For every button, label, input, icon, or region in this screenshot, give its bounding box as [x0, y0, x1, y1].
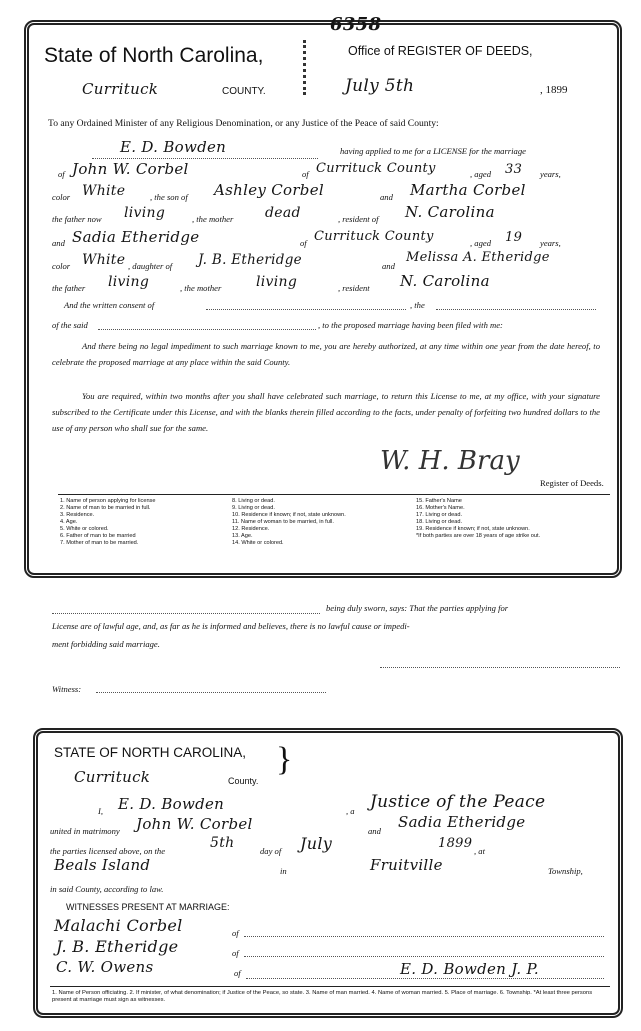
groom-residence: Currituck County [316, 161, 436, 176]
bride-and2-label: and [382, 261, 395, 271]
legend-item: 2. Name of man to be married in full. [60, 505, 151, 511]
groom-name: John W. Corbel [72, 160, 189, 178]
legend-item: 10. Residence if known; if not, state unknown. [232, 512, 346, 518]
color-label: color [52, 192, 71, 202]
cert-day: 5th [210, 835, 235, 851]
groom-father-status: living [124, 205, 166, 221]
officiant-title: Justice of the Peace [370, 792, 546, 812]
state-title: State of North Carolina, [44, 44, 264, 67]
legend-item: 9. Living or dead. [232, 505, 275, 511]
cert-month: July [300, 834, 333, 853]
return-paragraph: You are required, within two months after you shall have celebrated such marriage, to return this License to me, at my office, with your signature subscribed to the Certificate under this License, and with the blanks therein filled according to the facts, under penalty of forfeiting two hundred dollars to the use of any person who shall sue for the same. [52, 391, 600, 433]
cert-county-name: Currituck [74, 768, 151, 786]
of-the-said: of the said [52, 320, 88, 330]
groom-color: White [82, 183, 126, 199]
bride-father: J. B. Etheridge [198, 252, 302, 268]
years-label: years, [540, 169, 561, 179]
county-name: Currituck [82, 80, 159, 98]
bride-color-label: color [52, 261, 71, 271]
blank-line [436, 309, 596, 310]
legend-col-1 [60, 498, 155, 547]
aged-label: , aged [470, 169, 492, 179]
resident-of-label: , resident of [338, 214, 379, 224]
cert-and-label: and [368, 826, 381, 836]
witness-3: C. W. Owens [56, 958, 154, 976]
groom-age: 33 [505, 162, 523, 177]
of-label-2: of [302, 169, 309, 179]
legend-item: 11. Name of woman to be married, in full. [232, 519, 334, 525]
legend-item: 7. Mother of man to be married. [60, 540, 139, 546]
bride-resident-label: , resident [338, 283, 370, 293]
cert-township-label: Township, [548, 866, 583, 876]
blank-line [98, 329, 316, 330]
cert-state-title: STATE OF NORTH CAROLINA, [54, 745, 247, 760]
bride-age: 19 [505, 230, 523, 245]
legend-item: 6. Father of man to be married [60, 533, 136, 539]
legend-item: 16. Mother's Name. [416, 505, 465, 511]
cert-brace-icon: } [276, 741, 293, 778]
register-label: Register of Deeds. [540, 478, 604, 488]
united-text: united in matrimony [50, 826, 120, 836]
applied-text: having applied to me for a LICENSE for the marriage [340, 146, 526, 156]
groom-parents-residence: N. Carolina [405, 203, 495, 221]
bride-father-status: living [108, 274, 150, 290]
legend-col-3 [416, 498, 540, 540]
blank-line [52, 613, 320, 614]
the-label: , the [410, 300, 425, 310]
legend-item: 18. Living or dead. [416, 519, 463, 525]
cert-legend-divider [50, 986, 610, 987]
consent-text: And the written consent of [64, 300, 155, 310]
cert-legend: 1. Name of Person officiating. 2. If minister, of what denomination; if Justice of the Peace, so state. 3. Name of man married. 4. Name of woman married. 5. Place of marriage. 6. Township. *At least three persons present at marriage must sign as witnesses. [52, 990, 593, 1004]
legend-item: 12. Residence. [232, 526, 270, 532]
register-signature: W. H. Bray [380, 446, 520, 476]
legend-col-2 [232, 498, 346, 547]
officiant-signature: E. D. Bowden J. P. [400, 960, 539, 978]
bride-mother: Melissa A. Etheridge [406, 250, 550, 265]
legend-item: 4. Age. [60, 519, 78, 525]
legend-item: 8. Living or dead. [232, 498, 275, 504]
chain-divider-icon [303, 40, 312, 95]
legend-divider [58, 494, 610, 495]
groom-father: Ashley Corbel [214, 181, 324, 199]
county-label: COUNTY. [222, 86, 266, 97]
legend-item: 5. White or colored. [60, 526, 109, 532]
witness-of-label: of [232, 928, 239, 938]
cert-i-label: I, [98, 806, 104, 816]
cert-county-label: County. [228, 776, 259, 786]
bride-of-label: of [300, 238, 307, 248]
the-mother-label: , the mother [192, 214, 234, 224]
cert-in-label: in [280, 866, 287, 876]
witness-2: J. B. Etheridge [56, 937, 179, 956]
bride-color: White [82, 252, 126, 268]
parties-text: the parties licensed above, on the [50, 846, 166, 856]
form-number: 6358 [330, 14, 382, 35]
legend-item: 14. White or colored. [232, 540, 284, 546]
office-title: Office of REGISTER OF DEEDS, [348, 44, 533, 58]
bride-residence: Currituck County [314, 229, 434, 244]
legend-item: 19. Residence if known; if not, state unknown. [416, 526, 530, 532]
groom-mother-status: dead [265, 205, 301, 221]
cert-county-law: in said County, according to law. [50, 884, 164, 894]
bride-mother-status: living [256, 274, 298, 290]
issue-date: July 5th [345, 76, 415, 96]
consent-tail: , to the proposed marriage having been filed with me: [318, 320, 503, 330]
bride-father-label: the father [52, 283, 86, 293]
cert-township: Fruitville [370, 856, 443, 874]
bride-years-label: years, [540, 238, 561, 248]
cert-groom: John W. Corbel [136, 815, 253, 833]
bride-name: Sadia Etheridge [72, 228, 200, 246]
legend-item: *If both parties are over 18 years of age strike out. [416, 533, 541, 539]
blank-line [96, 692, 326, 693]
witnesses-heading: WITNESSES PRESENT AT MARRIAGE: [66, 902, 230, 912]
groom-mother: Martha Corbel [410, 181, 526, 199]
legend-item: 3. Residence. [60, 512, 95, 518]
applicant-name: E. D. Bowden [120, 138, 227, 156]
cert-place: Beals Island [54, 856, 151, 874]
address-line: To any Ordained Minister of any Religious Denomination, or any Justice of the Peace of said County: [48, 118, 439, 129]
cert-bride: Sadia Etheridge [398, 813, 526, 831]
legend-item: 13. Age. [232, 533, 253, 539]
cert-year: 1899 [438, 836, 473, 851]
cert-day-of: day of [260, 846, 282, 856]
blank-line [380, 667, 620, 668]
bride-the-mother-label: , the mother [180, 283, 222, 293]
witness-of-label: of [234, 968, 241, 978]
bride-parents-residence: N. Carolina [400, 272, 490, 290]
issue-year: , 1899 [540, 84, 568, 96]
father-now-label: the father now [52, 214, 102, 224]
affidavit-text-2: License are of lawful age, and, as far as he is informed and believes, there is no lawful cause or impedi- [52, 621, 410, 631]
witness-1: Malachi Corbel [54, 916, 183, 935]
legend-item: 17. Living or dead. [416, 512, 463, 518]
officiant-name: E. D. Bowden [118, 795, 225, 813]
blank-line [246, 978, 604, 979]
bride-aged-label: , aged [470, 238, 492, 248]
daughter-of-label: , daughter of [128, 261, 173, 271]
authorization-paragraph: And there being no legal impediment to such marriage known to me, you are hereby authorized, at any time within one year from the date hereof, to celebrate the proposed marriage at any place within the said County. [52, 341, 600, 367]
blank-line [206, 309, 406, 310]
cert-a-label: , a [346, 806, 355, 816]
cert-at-label: , at [474, 846, 485, 856]
witness-label: Witness: [52, 684, 82, 694]
of-label: of [58, 169, 65, 179]
legend-item: 1. Name of person applying for license [60, 498, 156, 504]
and-label: and [380, 192, 393, 202]
legend-item: 15. Father's Name [416, 498, 462, 504]
bride-and-label: and [52, 238, 65, 248]
witness-of-label: of [232, 948, 239, 958]
affidavit-text-1: being duly sworn, says: That the parties applying for [326, 603, 509, 613]
blank-line [244, 956, 604, 957]
son-of-label: , the son of [150, 192, 188, 202]
affidavit-text-3: ment forbidding said marriage. [52, 639, 160, 649]
blank-line [92, 158, 318, 159]
blank-line [244, 936, 604, 937]
